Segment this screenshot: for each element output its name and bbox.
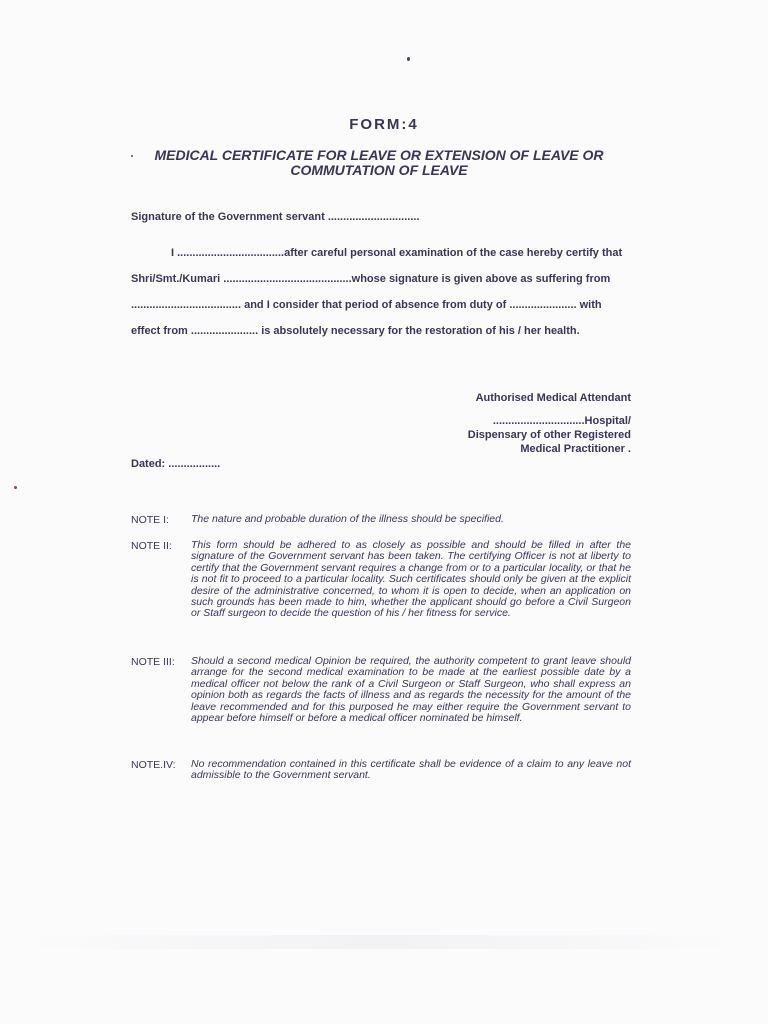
note-text: This form should be adhered to as closely as possible and should be filled in after the signature of the Government servant has been taken. The certifying Officer is not at liberty to certify that the Government servant requires a change from or to a particular locality, or that he is not fit to proceed to a particular locality. Such certificates should only be given at the explicit desire of the administrative concerned, to whom it is open to decide, when an application on such grounds has been made to him, whether the applicant should go before a Civil Surgeon or Staff surgeon to decide the question of his / her fitness for service. bbox=[191, 539, 631, 620]
note-text: Should a second medical Opinion be required, the authority competent to grant leave should arrange for the second medical examination to be made at the earliest possible date by a medical officer not below the rank of a Civil Surgeon or Staff Surgeon, who shall express an opinion both as regards the facts of illness and as regards the necessity for the amount of the leave recommended and for this purposed he may either require the Government servant to appear before himself or before a medical officer nominated be himself. bbox=[191, 655, 631, 725]
note-label: NOTE.IV: bbox=[131, 759, 176, 771]
attendant-title: Authorised Medical Attendant bbox=[475, 392, 631, 404]
certificate-row bbox=[131, 299, 631, 325]
certificate-row bbox=[131, 325, 631, 351]
note-text: The nature and probable duration of the illness should be specified. bbox=[191, 513, 504, 525]
form-title-line2: COMMUTATION OF LEAVE bbox=[290, 162, 468, 178]
scan-shadow bbox=[20, 935, 740, 949]
dispensary-line: Dispensary of other Registered bbox=[467, 429, 631, 441]
certificate-text: Shri/Smt./Kumari ..........................................whose signature is given above as suffering from bbox=[131, 273, 611, 285]
dated-line: Dated: ................. bbox=[131, 458, 221, 470]
note-label: NOTE II: bbox=[131, 540, 172, 552]
form-number: FORM:4 bbox=[349, 116, 419, 133]
note-item bbox=[131, 656, 631, 724]
scan-mark bbox=[407, 57, 410, 61]
certificate-row bbox=[131, 247, 631, 273]
signature-line: Signature of the Government servant .............................. bbox=[131, 211, 420, 223]
hospital-line: ..............................Hospital/ bbox=[492, 415, 631, 427]
scan-mark bbox=[14, 486, 17, 489]
certificate-text: effect from ...................... is absolutely necessary for the restoration of his / her health. bbox=[131, 325, 580, 337]
practitioner-line: Medical Practitioner . bbox=[520, 443, 631, 455]
note-item bbox=[131, 759, 631, 782]
note-label: NOTE III: bbox=[131, 656, 175, 668]
note-item bbox=[131, 514, 631, 526]
form-title-line1: MEDICAL CERTIFICATE FOR LEAVE OR EXTENSION OF LEAVE OR bbox=[154, 147, 604, 163]
note-item bbox=[131, 540, 631, 620]
certificate-text: I ...................................after careful personal examination of the case hereby certify that bbox=[171, 247, 623, 259]
form-title bbox=[120, 148, 638, 178]
certificate-row bbox=[131, 273, 631, 299]
note-label: NOTE I: bbox=[131, 514, 169, 526]
certificate-paragraph bbox=[131, 247, 631, 351]
attendant-signature-block bbox=[468, 414, 631, 456]
certificate-text: .................................... and I consider that period of absence from duty of ...................... with bbox=[131, 299, 602, 311]
note-text: No recommendation contained in this certificate shall be evidence of a claim to any leave not admissible to the Government servant. bbox=[191, 758, 631, 782]
